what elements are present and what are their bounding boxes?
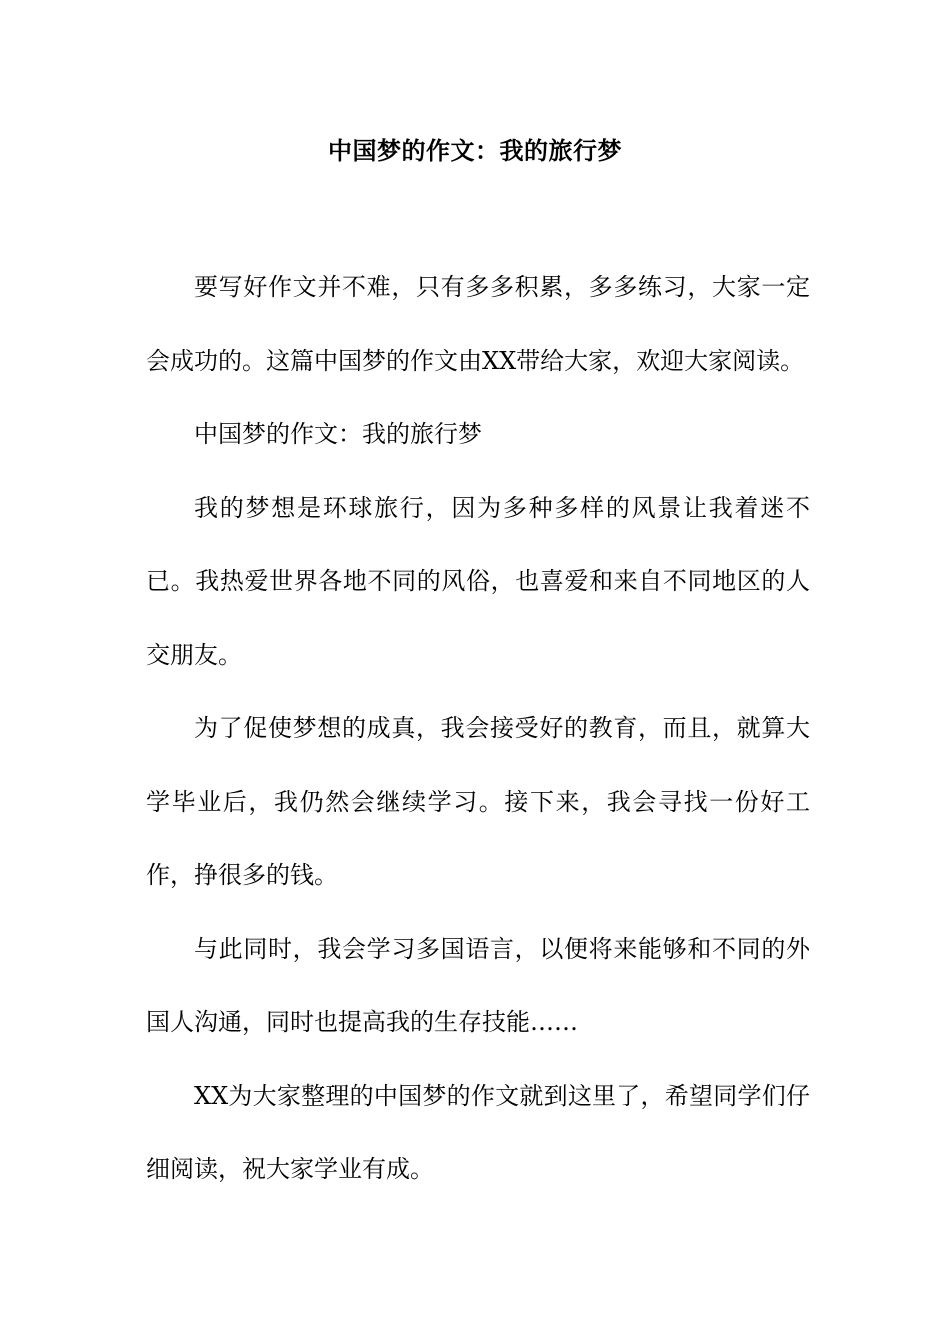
document-title: 中国梦的作文：我的旅行梦 xyxy=(328,136,622,165)
document-body xyxy=(146,251,810,1207)
paragraph-dream: 我的梦想是环球旅行，因为多种多样的风景让我着迷不已。我热爱世界各地不同的风俗，也喜爱和来自不同地区的人交朋友。 xyxy=(146,493,810,669)
paragraph-subtitle: 中国梦的作文：我的旅行梦 xyxy=(194,420,482,448)
paragraph-closing: XX为大家整理的中国梦的作文就到这里了，希望同学们仔细阅读，祝大家学业有成。 xyxy=(146,1081,810,1183)
paragraph-languages: 与此同时，我会学习多国语言，以便将来能够和不同的外国人沟通，同时也提高我的生存技能…… xyxy=(146,934,810,1036)
paragraph-intro: 要写好作文并不难，只有多多积累，多多练习，大家一定会成功的。这篇中国梦的作文由XX带给大家，欢迎大家阅读。 xyxy=(146,273,810,375)
paragraph-education: 为了促使梦想的成真，我会接受好的教育，而且，就算大学毕业后，我仍然会继续学习。接下来，我会寻找一份好工作，挣很多的钱。 xyxy=(146,714,810,889)
